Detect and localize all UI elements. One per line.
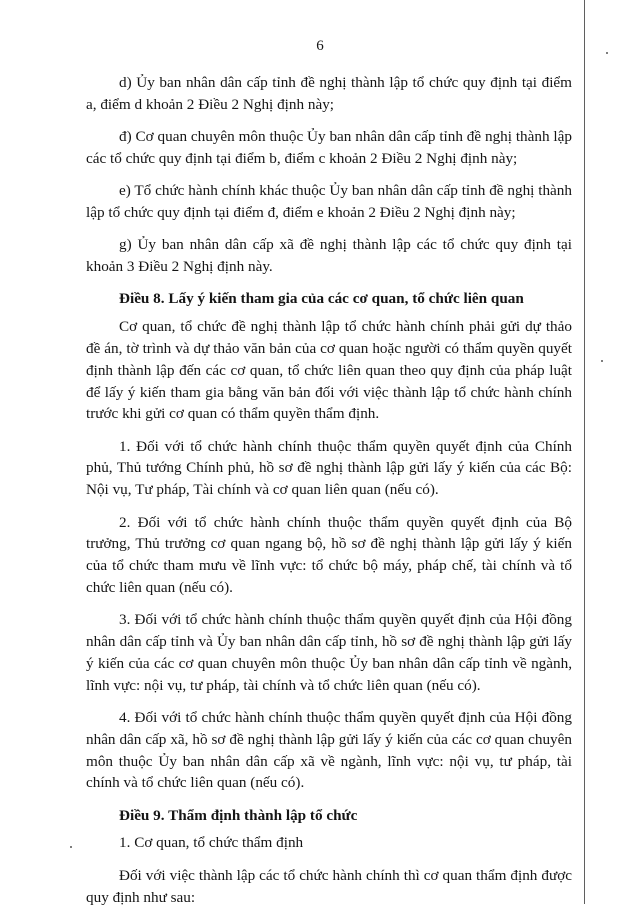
scan-speck: [70, 846, 72, 848]
article-9-intro: Đối với việc thành lập các tổ chức hành chính thì cơ quan thẩm định được quy định như sau:: [86, 866, 572, 906]
article-8-intro: Cơ quan, tổ chức đề nghị thành lập tổ chức hành chính phải gửi dự thảo đề án, tờ trình và dự thảo văn bản của cơ quan hoặc người có thẩm quyền quyết định thành lập đến các cơ quan, tổ chức liên quan theo quy định của pháp luật để lấy ý kiến tham gia bằng văn bản đối với việc thành lập tổ chức hành chính trước khi gửi cơ quan có thẩm quyền thẩm định.: [86, 318, 572, 423]
paragraph-e: e) Tổ chức hành chính khác thuộc Ủy ban nhân dân cấp tỉnh đề nghị thành lập tổ chức quy định tại điểm đ, điểm e khoản 2 Điều 2 Nghị định này;: [86, 182, 572, 221]
article-8-clause-3: 3. Đối với tổ chức hành chính thuộc thẩm quyền quyết định của Hội đồng nhân dân cấp tỉnh và Ủy ban nhân dân cấp tỉnh, hồ sơ đề nghị thành lập gửi lấy ý kiến của các cơ quan chuyên môn thuộc Ủy ban nhân dân cấp tỉnh về ngành, lĩnh vực: nội vụ, tư pháp, tài chính và tổ chức liên quan (nếu có).: [86, 611, 572, 694]
paragraph-d: d) Ủy ban nhân dân cấp tỉnh đề nghị thành lập tổ chức quy định tại điểm a, điểm d khoản 2 Điều 2 Nghị định này;: [86, 74, 572, 113]
page-number: 6: [316, 38, 324, 54]
paragraph-dd: đ) Cơ quan chuyên môn thuộc Ủy ban nhân dân cấp tỉnh đề nghị thành lập các tổ chức quy định tại điểm b, điểm c khoản 2 Điều 2 Nghị định này;: [86, 128, 572, 167]
article-8-heading: Điều 8. Lấy ý kiến tham gia của các cơ quan, tổ chức liên quan: [119, 290, 524, 308]
article-8-clause-1: 1. Đối với tổ chức hành chính thuộc thẩm quyền quyết định của Chính phủ, Thủ tướng Chính phủ, hồ sơ đề nghị thành lập gửi lấy ý kiến của các Bộ: Nội vụ, Tư pháp, Tài chính và cơ quan liên quan (nếu có).: [86, 437, 572, 499]
scan-speck: [601, 360, 603, 362]
article-8-clause-4: 4. Đối với tổ chức hành chính thuộc thẩm quyền quyết định của Hội đồng nhân dân cấp xã, hồ sơ đề nghị thành lập gửi lấy ý kiến của các cơ quan chuyên môn thuộc Ủy ban nhân dân cấp xã về ngành, lĩnh vực: nội vụ, tư pháp, tài chính và tổ chức liên quan (nếu có).: [86, 708, 572, 792]
paragraph-g: g) Ủy ban nhân dân cấp xã đề nghị thành lập các tổ chức quy định tại khoản 3 Điều 2 Nghị định này.: [86, 236, 572, 276]
scan-border-line: [584, 0, 585, 904]
article-9-clause-1: 1. Cơ quan, tổ chức thẩm định: [119, 834, 304, 852]
document-body: [86, 72, 572, 919]
article-9-heading: Điều 9. Thẩm định thành lập tổ chức: [119, 806, 358, 824]
article-8-clause-2: 2. Đối với tổ chức hành chính thuộc thẩm quyền quyết định của Bộ trưởng, Thủ trưởng cơ quan ngang bộ, hồ sơ đề nghị thành lập gửi lấy ý kiến của tổ chức tham mưu về lĩnh vực: tổ chức bộ máy, pháp chế, tài chính và tổ chức liên quan (nếu có).: [86, 513, 572, 596]
